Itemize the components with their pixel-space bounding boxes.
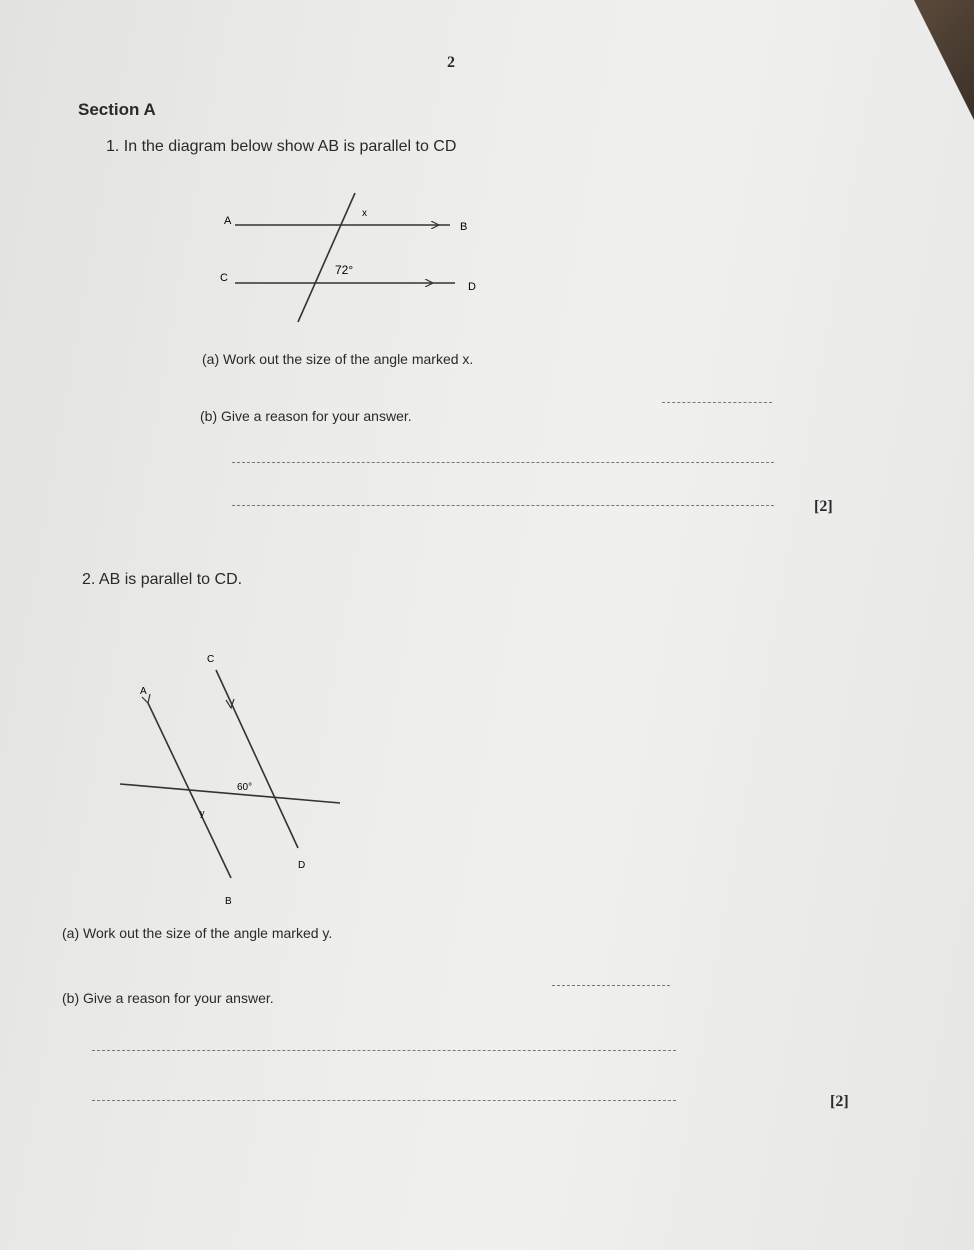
q2-diagram (120, 654, 340, 907)
q1-diagram (220, 193, 476, 322)
q1-label-c: C (220, 272, 228, 284)
question-1-marks: [2] (814, 498, 833, 515)
q2-angle-given: 60° (237, 782, 253, 793)
question-1-prompt: 1. In the diagram below show AB is parallel to CD (106, 138, 457, 155)
question-2-part-b: (b) Give a reason for your answer. (62, 990, 274, 1006)
q1-label-d: D (468, 281, 476, 293)
page-number: 2 (447, 54, 455, 71)
answer-line-q1a[interactable] (662, 402, 772, 403)
q1-angle-given: 72° (335, 263, 354, 277)
answer-line-q2b-1[interactable] (92, 1050, 676, 1051)
q2-angle-y: y (200, 808, 205, 818)
question-2-marks: [2] (830, 1093, 849, 1110)
question-2-part-a: (a) Work out the size of the angle marked y. (62, 925, 333, 941)
answer-line-q2b-2[interactable] (92, 1100, 676, 1101)
answer-line-q1b-2[interactable] (232, 505, 774, 506)
q2-label-c: C (207, 654, 215, 665)
section-title: Section A (78, 100, 156, 119)
answer-line-q2a[interactable] (552, 985, 670, 986)
question-2-prompt: 2. AB is parallel to CD. (82, 571, 243, 588)
q1-label-b: B (460, 221, 468, 233)
q1-angle-x: x (362, 208, 367, 219)
q1-transversal (298, 193, 355, 322)
question-1-part-a: (a) Work out the size of the angle marked x. (202, 351, 474, 367)
answer-line-q1b-1[interactable] (232, 462, 774, 463)
q2-label-d: D (298, 860, 306, 871)
q2-transversal (120, 784, 340, 803)
q2-line-cd (216, 670, 298, 848)
question-1-part-b: (b) Give a reason for your answer. (200, 408, 412, 424)
q1-label-a: A (224, 215, 232, 227)
q2-label-a: A (140, 686, 147, 697)
q2-label-b: B (225, 896, 232, 907)
